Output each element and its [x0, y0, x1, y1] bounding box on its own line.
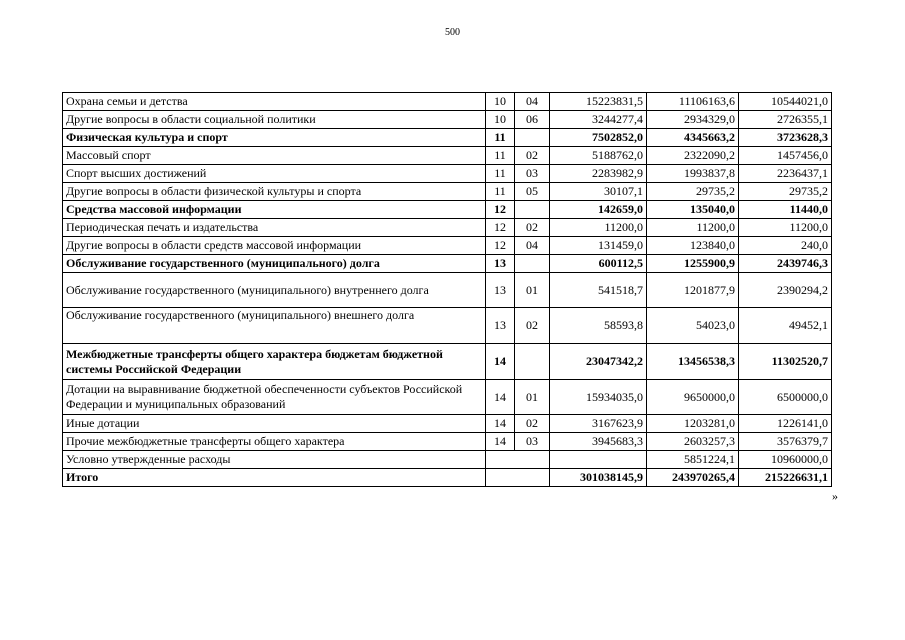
amount-1: 600112,5: [550, 255, 647, 273]
subsection-code: 01: [515, 273, 550, 308]
amount-3: 3576379,7: [739, 433, 832, 451]
amount-3: 2726355,1: [739, 111, 832, 129]
section-code: 14: [486, 415, 515, 433]
amount-3: 11200,0: [739, 219, 832, 237]
subsection-code: 02: [515, 219, 550, 237]
subsection-code: 04: [515, 93, 550, 111]
row-name: Обслуживание государственного (муниципального) долга: [63, 255, 486, 273]
row-name: Физическая культура и спорт: [63, 129, 486, 147]
amount-1: 301038145,9: [550, 469, 647, 487]
subsection-code: 05: [515, 183, 550, 201]
table-row: [63, 255, 832, 273]
amount-1: 3167623,9: [550, 415, 647, 433]
amount-1: 541518,7: [550, 273, 647, 308]
section-code: 12: [486, 237, 515, 255]
subsection-code: 02: [515, 147, 550, 165]
amount-3: 1226141,0: [739, 415, 832, 433]
amount-1: 30107,1: [550, 183, 647, 201]
page-number: 500: [445, 27, 460, 38]
amount-2: 1993837,8: [647, 165, 739, 183]
table-row: [63, 380, 832, 415]
section-code: [486, 469, 550, 487]
amount-3: 1457456,0: [739, 147, 832, 165]
amount-2: 9650000,0: [647, 380, 739, 415]
subsection-code: [515, 255, 550, 273]
table-row: [63, 165, 832, 183]
row-name: Обслуживание государственного (муниципального) внешнего долга: [63, 308, 486, 344]
subsection-code: 03: [515, 165, 550, 183]
table-row: [63, 433, 832, 451]
subsection-code: [515, 201, 550, 219]
amount-1: 2283982,9: [550, 165, 647, 183]
row-name: Другие вопросы в области средств массовой информации: [63, 237, 486, 255]
amount-3: 11302520,7: [739, 344, 832, 380]
amount-3: 10544021,0: [739, 93, 832, 111]
row-name: Обслуживание государственного (муниципального) внутреннего долга: [63, 273, 486, 308]
table-row: [63, 308, 832, 344]
amount-1: 7502852,0: [550, 129, 647, 147]
amount-1: 142659,0: [550, 201, 647, 219]
amount-1: 3945683,3: [550, 433, 647, 451]
section-code: 11: [486, 165, 515, 183]
section-code: 13: [486, 273, 515, 308]
closing-quote: »: [832, 489, 838, 503]
amount-2: 2603257,3: [647, 433, 739, 451]
amount-3: 11440,0: [739, 201, 832, 219]
table-row: [63, 273, 832, 308]
table-row: [63, 415, 832, 433]
table-row: [63, 219, 832, 237]
amount-2: 11200,0: [647, 219, 739, 237]
row-name: Итого: [63, 469, 486, 487]
amount-2: 5851224,1: [647, 451, 739, 469]
amount-1: [550, 451, 647, 469]
amount-2: 2934329,0: [647, 111, 739, 129]
section-code: 13: [486, 308, 515, 344]
row-name: Другие вопросы в области социальной политики: [63, 111, 486, 129]
amount-3: 240,0: [739, 237, 832, 255]
subsection-code: 02: [515, 308, 550, 344]
amount-2: 1203281,0: [647, 415, 739, 433]
table-row: [63, 111, 832, 129]
section-code: 11: [486, 129, 515, 147]
table-row: [63, 183, 832, 201]
subsection-code: 03: [515, 433, 550, 451]
table-row: [63, 469, 832, 487]
amount-1: 131459,0: [550, 237, 647, 255]
row-name: Дотации на выравнивание бюджетной обеспеченности субъектов Российской Федерации и муниципальных образований: [63, 380, 486, 415]
row-name: Массовый спорт: [63, 147, 486, 165]
row-name: Другие вопросы в области физической культуры и спорта: [63, 183, 486, 201]
table-row: [63, 93, 832, 111]
subsection-code: 04: [515, 237, 550, 255]
amount-2: 29735,2: [647, 183, 739, 201]
amount-1: 15223831,5: [550, 93, 647, 111]
table-row: [63, 201, 832, 219]
table-row: [63, 237, 832, 255]
section-code: 10: [486, 111, 515, 129]
amount-2: 1255900,9: [647, 255, 739, 273]
section-code: 11: [486, 183, 515, 201]
amount-2: 123840,0: [647, 237, 739, 255]
amount-1: 58593,8: [550, 308, 647, 344]
amount-3: 215226631,1: [739, 469, 832, 487]
section-code: 12: [486, 219, 515, 237]
row-name: Прочие межбюджетные трансферты общего характера: [63, 433, 486, 451]
amount-1: 15934035,0: [550, 380, 647, 415]
subsection-code: [515, 344, 550, 380]
amount-2: 13456538,3: [647, 344, 739, 380]
table-row: [63, 451, 832, 469]
amount-1: 23047342,2: [550, 344, 647, 380]
amount-3: 2439746,3: [739, 255, 832, 273]
row-name: Средства массовой информации: [63, 201, 486, 219]
amount-3: 2236437,1: [739, 165, 832, 183]
table-row: [63, 129, 832, 147]
section-code: 12: [486, 201, 515, 219]
amount-2: 11106163,6: [647, 93, 739, 111]
amount-2: 243970265,4: [647, 469, 739, 487]
amount-3: 49452,1: [739, 308, 832, 344]
amount-2: 4345663,2: [647, 129, 739, 147]
table-row: [63, 344, 832, 380]
amount-1: 11200,0: [550, 219, 647, 237]
row-name: Межбюджетные трансферты общего характера бюджетам бюджетной системы Российской Федерации: [63, 344, 486, 380]
section-code: 13: [486, 255, 515, 273]
amount-1: 3244277,4: [550, 111, 647, 129]
subsection-code: 01: [515, 380, 550, 415]
amount-2: 1201877,9: [647, 273, 739, 308]
amount-3: 6500000,0: [739, 380, 832, 415]
amount-3: 2390294,2: [739, 273, 832, 308]
amount-3: 29735,2: [739, 183, 832, 201]
amount-3: 10960000,0: [739, 451, 832, 469]
amount-3: 3723628,3: [739, 129, 832, 147]
row-name: Периодическая печать и издательства: [63, 219, 486, 237]
section-code: 10: [486, 93, 515, 111]
amount-2: 54023,0: [647, 308, 739, 344]
amount-2: 2322090,2: [647, 147, 739, 165]
subsection-code: [515, 129, 550, 147]
row-name: Спорт высших достижений: [63, 165, 486, 183]
amount-2: 135040,0: [647, 201, 739, 219]
section-code: [486, 451, 550, 469]
section-code: 11: [486, 147, 515, 165]
table-row: [63, 147, 832, 165]
row-name: Охрана семьи и детства: [63, 93, 486, 111]
subsection-code: 02: [515, 415, 550, 433]
section-code: 14: [486, 433, 515, 451]
amount-1: 5188762,0: [550, 147, 647, 165]
subsection-code: 06: [515, 111, 550, 129]
section-code: 14: [486, 344, 515, 380]
row-name: Иные дотации: [63, 415, 486, 433]
row-name: Условно утвержденные расходы: [63, 451, 486, 469]
section-code: 14: [486, 380, 515, 415]
budget-table: [62, 92, 832, 487]
